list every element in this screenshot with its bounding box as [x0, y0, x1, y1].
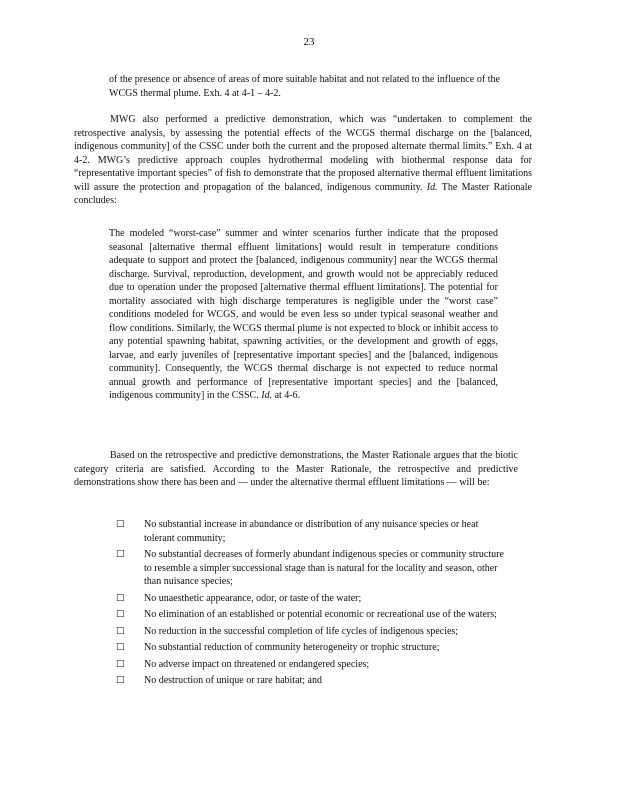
list-item-text: No substantial decreases of formerly abundant indigenous species or community structure to resemble a simpler successional stage than is natural for the locality and season, other than nuisance species;	[144, 549, 504, 587]
list-item-text: No elimination of an established or potential economic or recreational use of the waters;	[144, 609, 497, 620]
citation-id: Id.	[261, 390, 273, 401]
checkbox-bullet-icon: □	[116, 592, 125, 603]
checkbox-bullet-icon: □	[116, 658, 125, 669]
checkbox-bullet-icon: □	[116, 675, 125, 685]
block-quote-master-rationale	[109, 227, 498, 403]
list-item-text: No substantial reduction of community heterogeneity or trophic structure;	[144, 642, 440, 653]
paragraph-text: MWG also performed a predictive demonstration, which was “undertaken to complement the retrospective analysis, by assessing the potential effects of the WCGS thermal discharge on the [balanced, indigenous community] of the CSSC under both the current and the proposed alternate thermal limits.” Exh. 4 at 4-2. MWG’s predictive approach couples hydrothermal modeling with biothermal response data for “representative important species” of fish to demonstrate that the proposed alternative thermal effluent limitations will assure the protection and propagation of the balanced, indigenous community.	[74, 114, 532, 193]
list-item	[116, 674, 506, 688]
paragraph-habitat-influence: of the presence or absence of areas of more suitable habitat and not related to the influence of the WCGS thermal plume. Exh. 4 at 4-1 – 4-2.	[109, 74, 500, 99]
list-item	[116, 641, 506, 655]
list-item	[116, 548, 506, 589]
list-item-text: No reduction in the successful completion of life cycles of indigenous species;	[144, 625, 459, 637]
criteria-list	[116, 518, 506, 691]
list-item	[116, 608, 506, 622]
quote-text: The modeled “worst-case” summer and winter scenarios further indicate that the proposed seasonal [alternative thermal effluent limitations] would result in temperature conditions adequate to support and protect the [balanced, indigenous community] near the WCGS thermal discharge. Survival, reproduction, development, and growth would not be appreciably reduced due to operation under the proposed [alternative thermal effluent limitations]. The potential for mortality associated with high discharge temperatures is negligible under the “worst case” conditions modeled for WCGS, and would be even less so under typical seasonal weather and flow conditions. Similarly, the WCGS thermal plume is not expected to block or inhibit access to any potential spawning habitat, spawning activities, or the development and growth of eggs, larvae, and early juveniles of [representative important species] and the [balanced, indigenous community]. Consequently, the WCGS thermal discharge is not expected to reduce normal annual growth and performance of [representative important species] and the [balanced, indigenous community] in the CSSC.	[109, 228, 498, 401]
list-item	[116, 658, 506, 672]
list-item-text: No adverse impact on threatened or endangered species;	[144, 658, 370, 670]
checkbox-bullet-icon: □	[116, 625, 125, 636]
quote-tail: at 4-6.	[272, 390, 301, 401]
list-item-text: No unaesthetic appearance, odor, or taste of the water;	[144, 592, 362, 604]
checkbox-bullet-icon: □	[116, 642, 125, 652]
list-item	[116, 592, 506, 606]
checkbox-bullet-icon: □	[116, 519, 125, 529]
list-item	[116, 518, 506, 545]
checkbox-bullet-icon: □	[116, 609, 125, 619]
paragraph-predictive-demonstration	[74, 113, 532, 208]
citation-id: Id.	[426, 181, 438, 193]
page-number: 23	[303, 36, 315, 48]
paragraph-tail: The Master Rationale concludes:	[74, 181, 532, 206]
checkbox-bullet-icon: □	[116, 549, 125, 559]
list-item-text: No substantial increase in abundance or distribution of any nuisance species or heat tolerant community;	[144, 519, 479, 544]
paragraph-biotic-criteria: Based on the retrospective and predictive demonstrations, the Master Rationale argues that the biotic category criteria are satisfied. According to the Master Rationale, the retrospective and predictive demonstrations show there has been and — under the alternative thermal effluent limitations — will be:	[74, 450, 518, 488]
list-item	[116, 625, 506, 639]
list-item-text: No destruction of unique or rare habitat; and	[144, 675, 322, 686]
